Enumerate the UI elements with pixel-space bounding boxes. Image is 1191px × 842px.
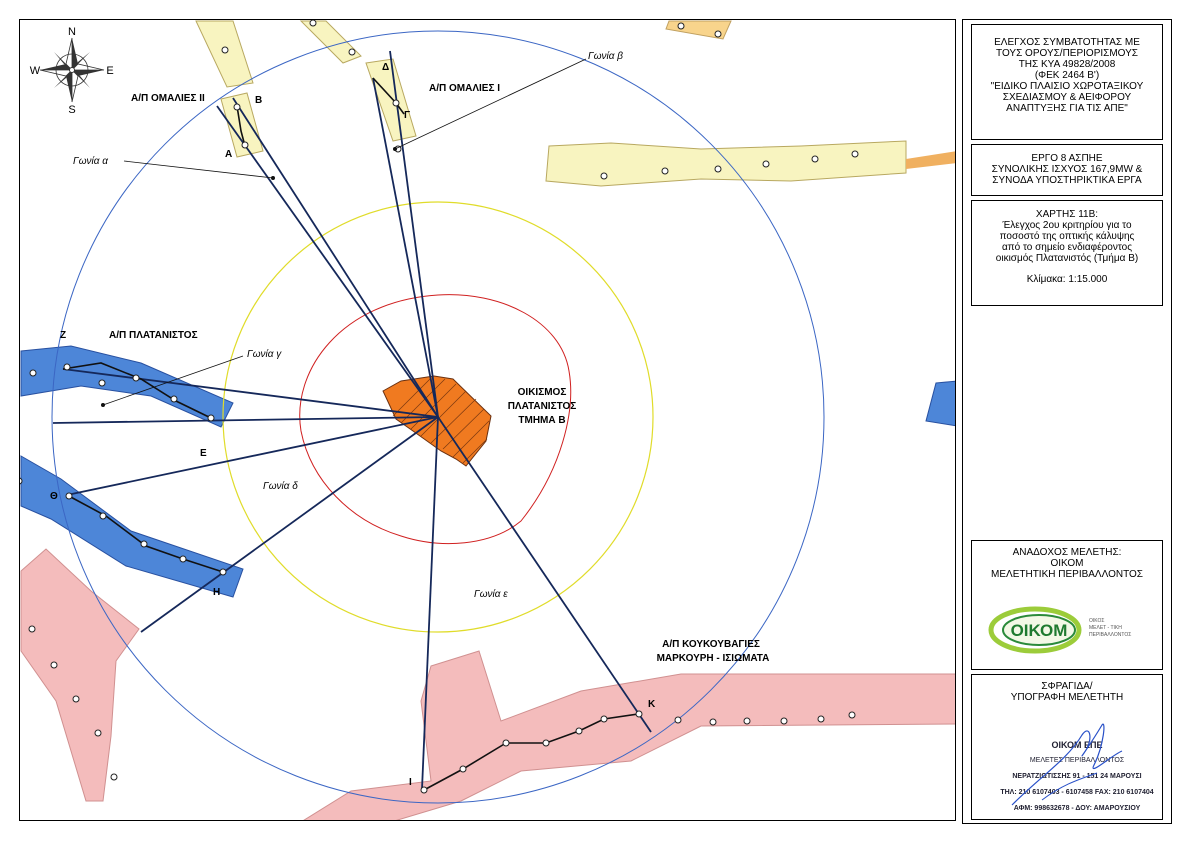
title-block (971, 24, 1163, 140)
contractor-text: ΑΝΑΔΟΧΟΣ ΜΕΛΕΤΗΣ: ΟΙΚΟΜ ΜΕΛΕΤΗΤΙΚΗ ΠΕΡΙΒΑΛΛΟΝΤΟΣ (991, 547, 1143, 580)
label-angle-d: Γωνία δ (263, 481, 298, 492)
zone-pink-south (301, 651, 956, 821)
svg-text:ΜΕΛΕΤ - ΤΙΚΗ: ΜΕΛΕΤ - ΤΙΚΗ (1088, 625, 1122, 631)
signature (972, 705, 1162, 815)
compass-n: N (68, 26, 76, 38)
stamp-block (971, 674, 1163, 820)
map-canvas (20, 20, 956, 821)
point-h: Η (213, 587, 221, 598)
logo-text: ΟΙΚΟΜ (1010, 621, 1067, 640)
svg-text:ΟΙΚΟΣ: ΟΙΚΟΣ (1088, 618, 1104, 624)
zone-east (546, 141, 906, 186)
point-e: Ε (200, 448, 207, 459)
point-z: Ζ (60, 330, 67, 341)
point-i: Ι (409, 777, 412, 788)
stamp-name: ΟΙΚΟΜ ΕΠΕ (1051, 740, 1103, 750)
stamp-line3: ΤΗΛ: 210 6107403 - 6107458 FAX: 210 6107404 (1000, 789, 1154, 796)
label-omalies-2: Α/Π ΟΜΑΛΙΕΣ ΙΙ (131, 93, 205, 104)
zone-omalies-1 (301, 21, 361, 63)
project-block (971, 144, 1163, 196)
compass-rose (40, 38, 104, 102)
contractor-block (971, 540, 1163, 670)
label-angle-e: Γωνία ε (474, 589, 508, 600)
point-b: Β (255, 95, 263, 106)
stamp-line2: ΝΕΡΑΤΖΙΩΤΙΣΣΗΣ 91 - 151 24 ΜΑΡΟΥΣΙ (1012, 773, 1142, 780)
compass-s: S (68, 104, 76, 116)
scale-text: Κλίμακα: 1:15.000 (1026, 274, 1108, 285)
map-area (19, 19, 956, 821)
title-panel (962, 19, 1172, 824)
label-angle-a: Γωνία α (73, 156, 108, 167)
zone-pink-west (21, 549, 139, 801)
zone-east-blue (926, 381, 956, 426)
label-angle-b: Γωνία β (588, 51, 623, 62)
point-g: Γ (404, 110, 411, 121)
zone-east-orange (906, 151, 956, 169)
zone-top-orange (666, 21, 731, 39)
label-settlement-1: ΟΙΚΙΣΜΟΣ (517, 387, 567, 398)
point-th: Θ (50, 491, 58, 502)
label-koukouvagies-1: Α/Π ΚΟΥΚΟΥΒΑΓΙΕΣ (662, 639, 760, 650)
title-text: ΕΛΕΓΧΟΣ ΣΥΜΒΑΤΟΤΗΤΑΣ ΜΕ ΤΟΥΣ ΟΡΟΥΣ/ΠΕΡΙΟΡΙΣΜΟΥΣ ΤΗΣ ΚΥΑ 49828/2008 (ΦΕΚ 2464 Β') "ΕΙΔΙΚΟ ΠΛΑΙΣΙΟ ΧΩΡΟΤΑΞΙΚΟΥ ΣΧΕΔΙΑΣΜΟΥ & ΑΕΙΦΟΡΟΥ ΑΝΑΠΤΥΞΗΣ ΓΙΑ ΤΙΣ ΑΠΕ" (990, 37, 1144, 114)
leader-lines (103, 59, 586, 405)
stamp-heading: ΣΦΡΑΓΙΔΑ/ ΥΠΟΓΡΑΦΗ ΜΕΛΕΤΗΤΗ (1010, 681, 1124, 703)
label-settlement-2: ΠΛΑΤΑΝΙΣΤΟΣ (507, 401, 577, 412)
point-k: Κ (648, 699, 656, 710)
point-d: Δ (382, 62, 390, 73)
label-platanistos: Α/Π ΠΛΑΤΑΝΙΣΤΟΣ (109, 330, 198, 341)
map-info-block (971, 200, 1163, 306)
zone-omalies-2 (196, 21, 253, 87)
label-omalies-1: Α/Π ΟΜΑΛΙΕΣ Ι (429, 83, 501, 94)
stamp-line4: ΑΦΜ: 998632678 - ΔΟΥ: ΑΜΑΡΟΥΣΙΟΥ (1013, 805, 1141, 812)
label-angle-c: Γωνία γ (247, 349, 282, 360)
stamp-line1: ΜΕΛΕΤΕΣ ΠΕΡΙΒΑΛΛΟΝΤΟΣ (1029, 757, 1125, 764)
turbine-paths (63, 78, 638, 790)
label-koukouvagies-2: ΜΑΡΚΟΥΡΗ - ΙΣΙΩΜΑΤΑ (656, 653, 770, 664)
compass-w: W (29, 65, 41, 77)
oikom-logo (985, 594, 1150, 644)
map-info-text: ΧΑΡΤΗΣ 11Β: Έλεγχος 2ου κριτηρίου για το ποσοστό της οπτικής κάλυψης από το σημείο ενδιαφέροντος οικισμός Πλατανιστός (Τμήμα Β) (995, 209, 1139, 264)
zone-omalies-1-lower (366, 59, 416, 141)
label-settlement-3: ΤΜΗΜΑ Β (518, 415, 566, 426)
point-a: Α (225, 149, 233, 160)
project-text: ΕΡΓΟ 8 ΑΣΠΗΕ ΣΥΝΟΛΙΚΗΣ ΙΣΧΥΟΣ 167,9MW & ΣΥΝΟΔΑ ΥΠΟΣΤΗΡΙΚΤΙΚΑ ΕΡΓΑ (991, 153, 1143, 186)
compass-e: E (106, 65, 114, 77)
svg-text:ΠΕΡΙΒΑΛΛΟΝΤΟΣ: ΠΕΡΙΒΑΛΛΟΝΤΟΣ (1088, 632, 1131, 638)
